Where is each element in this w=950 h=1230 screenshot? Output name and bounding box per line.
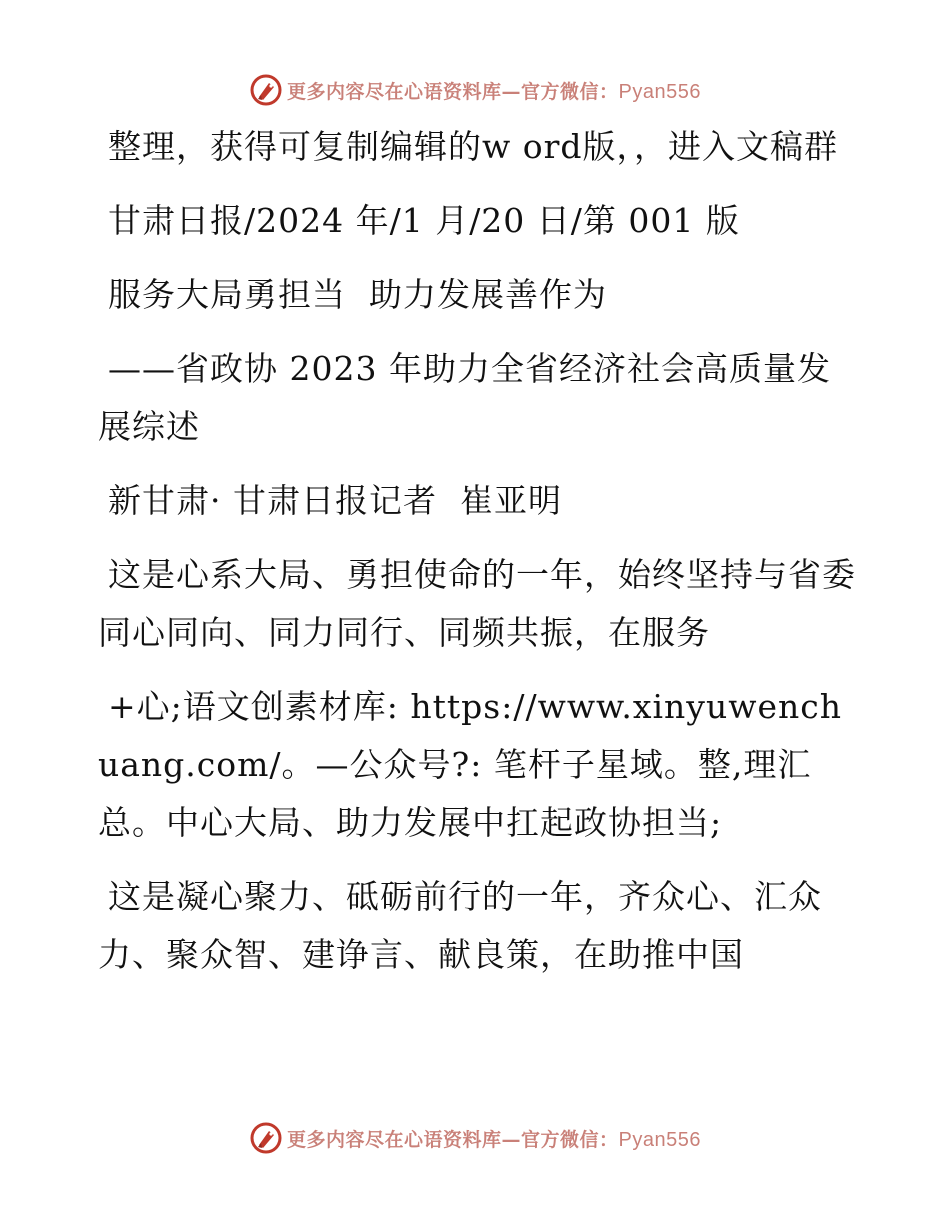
paragraph: ——省政协 2023 年助力全省经济社会高质量发展综述: [98, 349, 831, 446]
paragraph: 甘肃日报/2024 年/1 月/20 日/第 001 版: [108, 201, 740, 240]
header-watermark-banner: [0, 70, 950, 110]
watermark-label: 更多内容尽在心语资料库—官方微信：: [287, 1128, 619, 1151]
paragraph: 这是心系大局、勇担使命的一年，始终坚持与省委同心同向、同力同行、同频共振，在服务: [98, 555, 856, 652]
document-body: [98, 118, 858, 1000]
paragraph: 整理，获得可复制编辑的w ord版，，进入文稿群: [108, 127, 839, 166]
watermark-handle: Pyan556: [618, 1128, 701, 1151]
watermark-handle: Pyan556: [618, 80, 701, 103]
paragraph: 服务大局勇担当 助力发展善作为: [108, 275, 607, 314]
paragraph: 新甘肃· 甘肃日报记者 崔亚明: [108, 481, 562, 520]
pen-nib-logo-icon: [249, 1121, 283, 1155]
paragraph: +心;语文创素材库: https://www.xinyuwenchuang.com/。—公众号?: 笔杆子星域。整,理汇总。中心大局、助力发展中扛起政协担当;: [98, 687, 842, 842]
footer-watermark-banner: [0, 1118, 950, 1158]
paragraph: 这是凝心聚力、砥砺前行的一年，齐众心、汇众力、聚众智、建诤言、献良策，在助推中国: [98, 877, 822, 974]
pen-nib-logo-icon: [249, 73, 283, 107]
watermark-text: [287, 1125, 701, 1152]
watermark-label: 更多内容尽在心语资料库—官方微信：: [287, 80, 619, 103]
watermark-text: [287, 77, 701, 104]
